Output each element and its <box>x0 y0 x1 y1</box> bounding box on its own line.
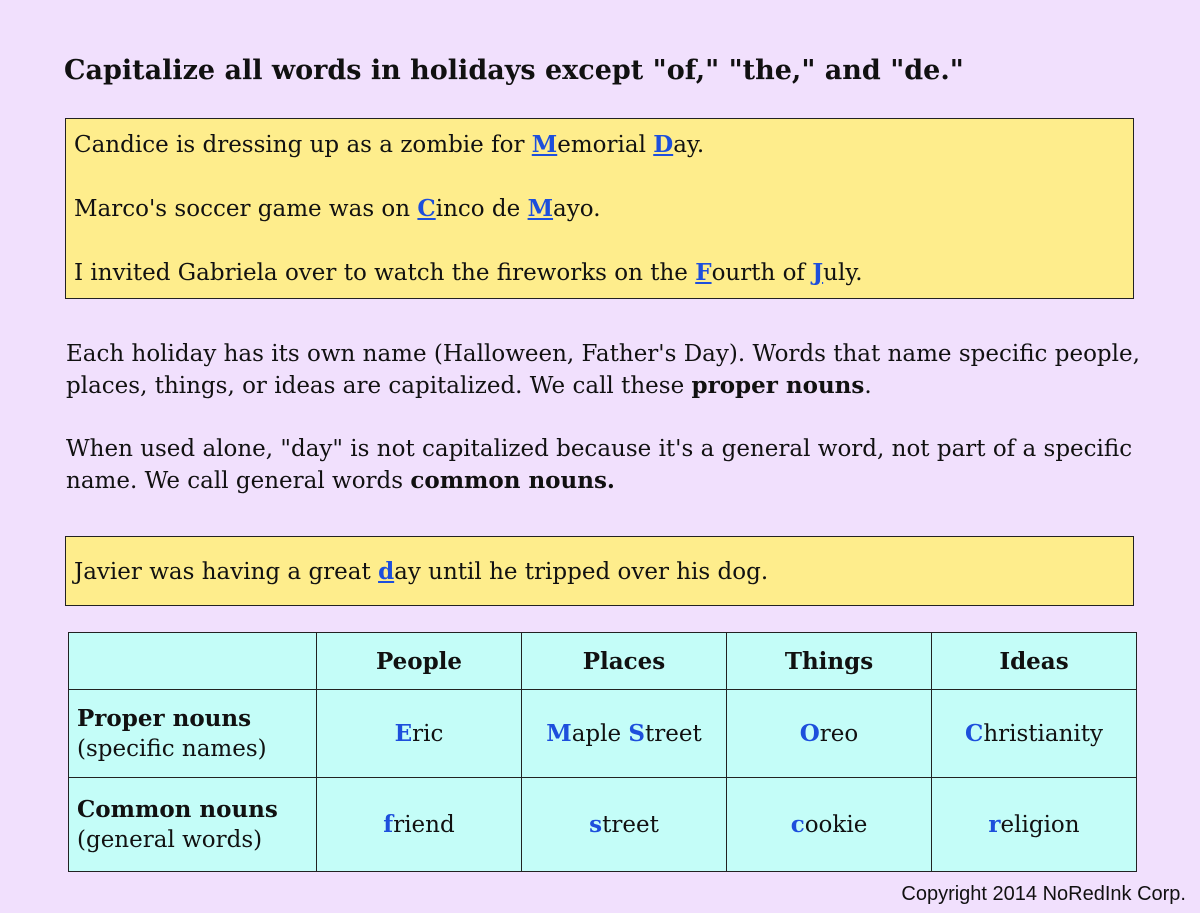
highlighted-capital: M <box>527 195 554 222</box>
table-header-row <box>69 633 1137 690</box>
table-row <box>69 690 1137 778</box>
word-text: hristianity <box>983 721 1103 747</box>
sentence-text: emorial <box>557 132 654 158</box>
sentence-text: ay. <box>673 132 705 158</box>
sentence-text: Javier was having a great <box>74 559 379 585</box>
table-cell <box>932 778 1137 872</box>
row-label-sub: (general words) <box>77 826 263 853</box>
table-cell <box>317 690 522 778</box>
table-row <box>69 778 1137 872</box>
explanation-text: Each holiday has its own name (Halloween, Father's Day). Words that name specific people, places, things, or ideas are capitalized. We call these <box>66 341 1140 399</box>
example-sentence-2 <box>74 193 1125 257</box>
table-header-people: People <box>317 633 522 690</box>
capital-letter: s <box>589 811 603 838</box>
capital-letter: E <box>394 720 413 747</box>
sentence-text: ourth of <box>711 260 813 286</box>
sentence-text: ayo. <box>553 196 601 222</box>
table-header-places: Places <box>522 633 727 690</box>
row-label-common <box>69 778 317 872</box>
capital-letter: C <box>965 720 984 747</box>
copyright-notice: Copyright 2014 NoRedInk Corp. <box>901 883 1186 905</box>
word-text: eligion <box>1000 812 1080 838</box>
word-text: riend <box>393 812 455 838</box>
table-header-things: Things <box>727 633 932 690</box>
table-cell <box>932 690 1137 778</box>
noun-table <box>68 632 1137 872</box>
common-nouns-explanation <box>66 433 1146 497</box>
highlighted-capital: D <box>653 131 674 158</box>
sentence-text: Candice is dressing up as a zombie for <box>74 132 532 158</box>
capital-letter: c <box>790 811 805 838</box>
word-text: ookie <box>804 812 868 838</box>
capital-letter: O <box>799 720 820 747</box>
proper-nouns-explanation <box>66 338 1146 402</box>
row-label-proper <box>69 690 317 778</box>
example-sentence-4 <box>74 556 1125 588</box>
word-text: treet <box>645 721 702 747</box>
capital-letter: M <box>546 720 572 747</box>
row-label-sub: (specific names) <box>77 735 267 762</box>
table-cell <box>727 690 932 778</box>
explanation-text: When used alone, "day" is not capitalized because it's a general word, not part of a specific name. We call general words <box>66 436 1133 494</box>
highlighted-capital: F <box>695 259 712 286</box>
example-sentence-1 <box>74 129 1125 193</box>
common-nouns-term: common nouns. <box>410 467 615 494</box>
word-text: ric <box>412 721 444 747</box>
table-cell <box>522 690 727 778</box>
word-text: aple <box>571 721 629 747</box>
sentence-text: ay until he tripped over his dog. <box>394 559 769 585</box>
table-cell <box>727 778 932 872</box>
sentence-text: Marco's soccer game was on <box>74 196 418 222</box>
sentence-text: uly. <box>823 260 863 286</box>
page-title: Capitalize all words in holidays except "of," "the," and "de." <box>64 55 964 86</box>
table-header-ideas: Ideas <box>932 633 1137 690</box>
table-header-empty <box>69 633 317 690</box>
capital-letter: S <box>628 720 646 747</box>
proper-nouns-term: proper nouns <box>691 372 865 399</box>
table-cell <box>317 778 522 872</box>
highlighted-capital: C <box>417 195 436 222</box>
table-cell <box>522 778 727 872</box>
sentence-text: I invited Gabriela over to watch the fireworks on the <box>74 260 696 286</box>
highlighted-capital: J <box>812 259 824 286</box>
word-text: reo <box>819 721 859 747</box>
highlighted-capital: M <box>531 131 558 158</box>
example-sentence-3 <box>74 257 1125 321</box>
common-noun-example-box <box>65 536 1134 606</box>
capital-letter: r <box>988 811 1001 838</box>
highlighted-capital: d <box>378 558 395 585</box>
word-text: treet <box>602 812 659 838</box>
sentence-text: inco de <box>435 196 528 222</box>
row-label-title: Common nouns <box>77 795 278 823</box>
capital-letter: f <box>383 811 394 838</box>
explanation-end: . <box>864 373 872 399</box>
row-label-title: Proper nouns <box>77 704 252 732</box>
holiday-examples-box <box>65 118 1134 299</box>
